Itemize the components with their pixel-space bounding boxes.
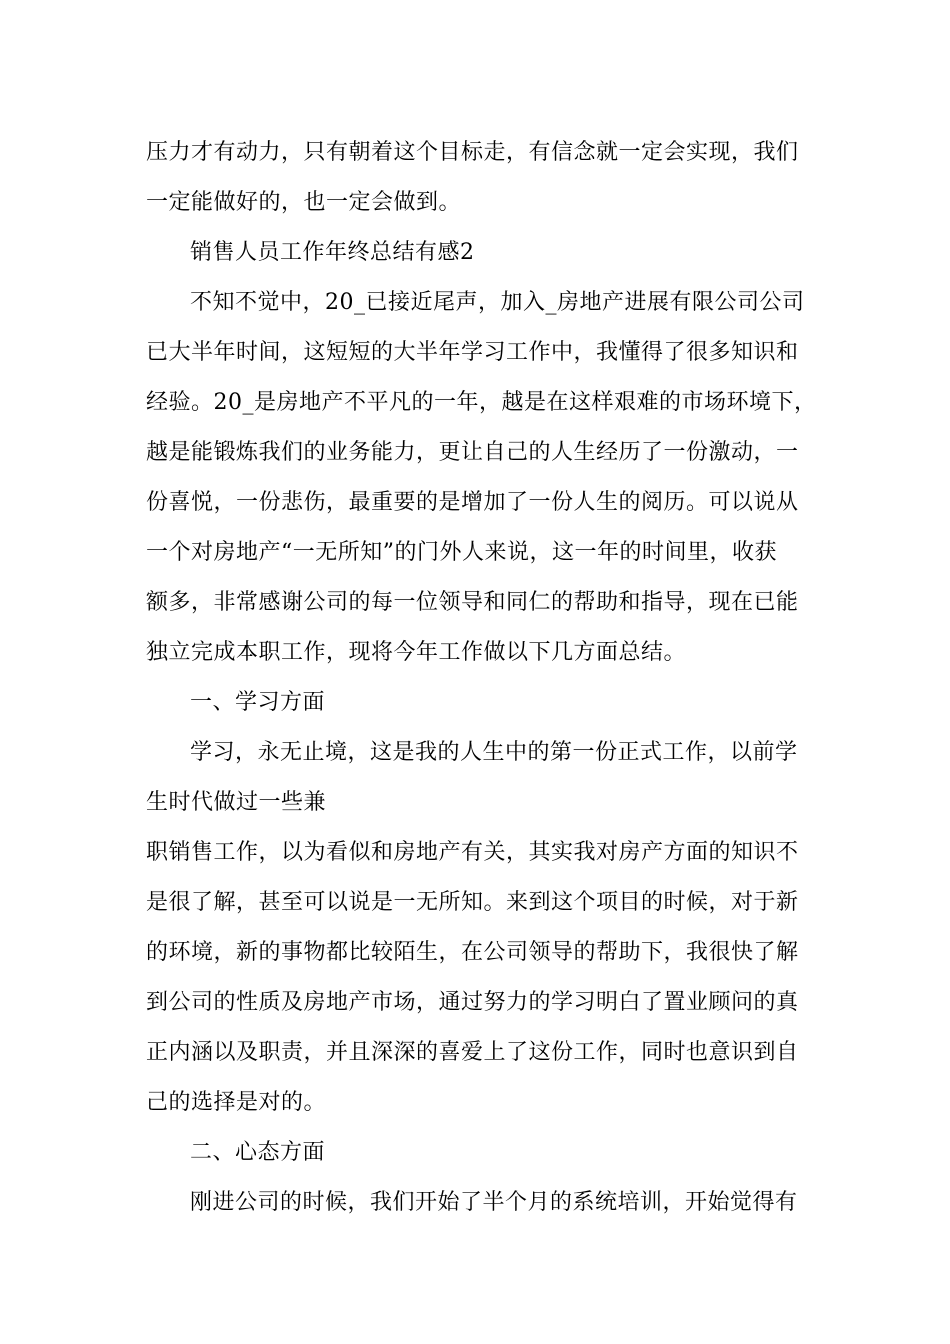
body-text-line: 到公司的性质及房地产市场，通过努力的学习明白了置业顾问的真 (146, 990, 799, 1015)
body-text-line: 的环境，新的事物都比较陌生，在公司领导的帮助下，我很快了解 (146, 940, 799, 965)
paragraph-first-line: 学习，永无止境，这是我的人生中的第一份正式工作，以前学 (190, 740, 798, 765)
body-text-line: 一个对房地产“一无所知”的门外人来说，这一年的时间里，收获 (146, 540, 777, 565)
body-text-line: 己的选择是对的。 (146, 1090, 327, 1115)
body-text-line: 压力才有动力，只有朝着这个目标走，有信念就一定会实现，我们 (146, 140, 799, 165)
body-text-line: 已大半年时间，这短短的大半年学习工作中，我懂得了很多知识和 (146, 340, 799, 365)
section-heading: 一、学习方面 (190, 690, 326, 715)
body-text-line: 正内涵以及职责，并且深深的喜爱上了这份工作，同时也意识到自 (146, 1040, 799, 1065)
body-text-line: 份喜悦，一份悲伤，最重要的是增加了一份人生的阅历。可以说从 (146, 490, 799, 515)
body-text-line: 职销售工作，以为看似和房地产有关，其实我对房产方面的知识不 (146, 840, 799, 865)
body-text-line: 生时代做过一些兼 (146, 790, 327, 815)
section-title: 销售人员工作年终总结有感2 (190, 240, 475, 265)
body-text-line: 越是能锻炼我们的业务能力，更让自己的人生经历了一份激动，一 (146, 440, 799, 465)
body-text-line: 经验。20_是房地产不平凡的一年，越是在这样艰难的市场环境下， (146, 390, 817, 415)
paragraph-first-line: 不知不觉中，20_已接近尾声，加入_房地产进展有限公司公司 (190, 290, 805, 315)
section-heading: 二、心态方面 (190, 1140, 326, 1165)
body-text-line: 是很了解，甚至可以说是一无所知。来到这个项目的时候，对于新 (146, 890, 799, 915)
paragraph-first-line: 刚进公司的时候，我们开始了半个月的系统培训，开始觉得有 (190, 1190, 798, 1215)
body-text-line: 一定能做好的，也一定会做到。 (146, 190, 462, 215)
body-text-line: 独立完成本职工作，现将今年工作做以下几方面总结。 (146, 640, 687, 665)
body-text-line: 额多，非常感谢公司的每一位领导和同仁的帮助和指导，现在已能 (146, 590, 799, 615)
